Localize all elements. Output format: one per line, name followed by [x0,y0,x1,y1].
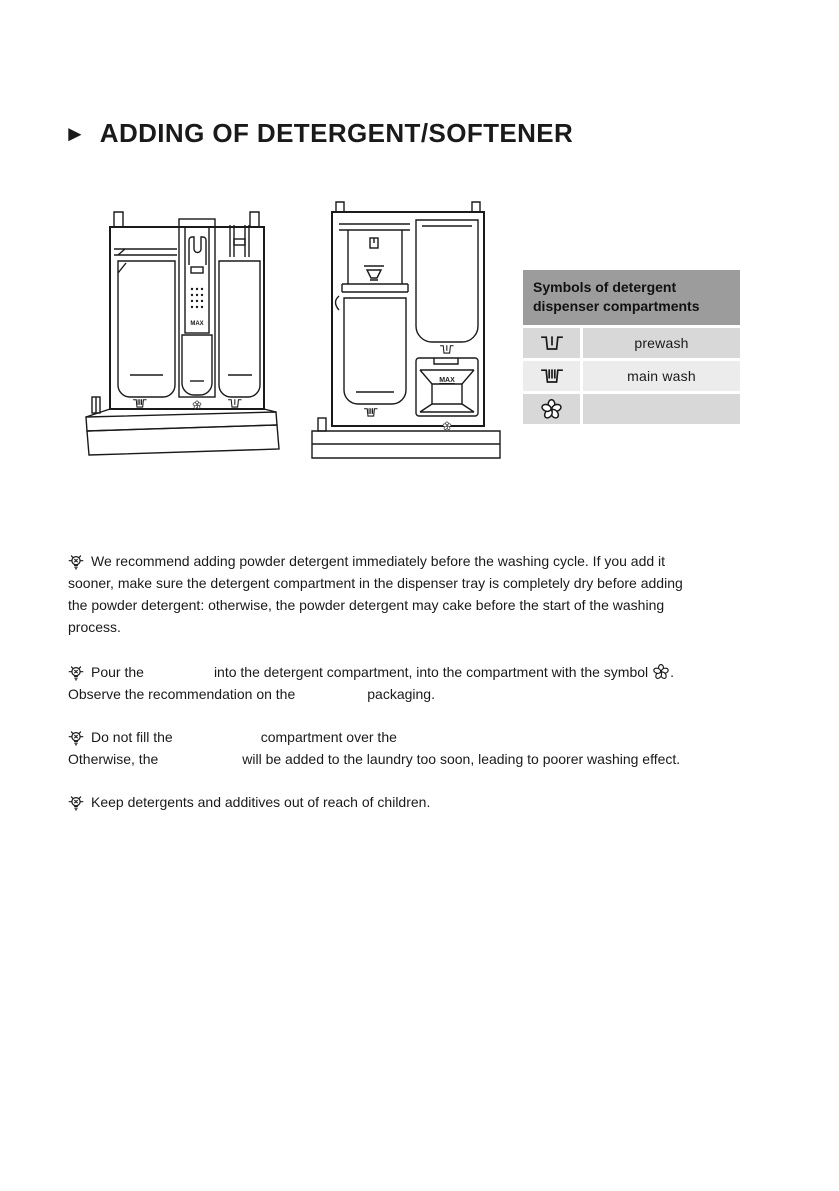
tip-text: will be added to the laundry too soon, leading to poorer washing effect. [242,751,681,767]
tip-lightbulb-icon [68,728,84,746]
prewash-tub-icon [523,328,580,358]
tip-text: the powder detergent: otherwise, the powder detergent may cake before the start of the washing [68,597,665,613]
tip-text: Keep detergents and additives out of reach of children. [91,794,431,810]
tip-text: Pour the [91,664,144,680]
redacted-blank [144,676,214,677]
softener-flower-icon [193,401,202,409]
softener-flower-icon [653,664,669,680]
tip-do-not-overfill [68,726,782,770]
tip-lightbulb-icon [68,552,84,570]
table-row [523,328,740,358]
prewash-tub-icon [229,400,241,407]
main-wash-tub-icon [365,409,377,416]
tip-text: compartment over the [260,729,397,745]
tip-text: Do not fill the [91,729,173,745]
siphon-dots [191,288,203,308]
max-fill-label: MAX [439,377,455,384]
tips-section [68,550,782,813]
tip-text: Observe the recommendation on the [68,686,296,702]
tip-text: . [670,664,675,680]
redacted-blank [158,763,242,764]
dispenser-drawer-front-illustration [78,203,293,458]
tip-text: Otherwise, the [68,751,159,767]
softener-flower-icon [443,422,452,430]
tip-lightbulb-icon [68,793,84,811]
symbol-label: main wash [583,361,740,391]
symbol-label [583,394,740,424]
tip-text: We recommend adding powder detergent immediately before the washing cycle. If you add it [91,553,666,569]
tip-text: process. [68,619,121,635]
dispenser-drawer-top-illustration [306,196,506,461]
tip-text: packaging. [367,686,435,702]
prewash-tub-icon [441,346,453,353]
detergent-symbols-table [523,270,740,424]
tip-powder-detergent-timing [68,550,782,638]
tip-text: into the detergent compartment, into the compartment with the symbol [213,664,649,680]
main-wash-tub-icon [134,400,146,407]
main-wash-tub-icon [523,361,580,391]
symbols-table-header: Symbols of detergent dispenser compartments [523,270,740,325]
section-title-row [64,118,573,149]
page-title: ADDING OF DETERGENT/SOFTENER [99,118,574,148]
table-row [523,394,740,424]
tip-pour-softener [68,661,782,705]
redacted-blank [295,698,367,699]
table-row [523,361,740,391]
redacted-blank [173,741,261,742]
section-arrow-icon: ► [64,120,86,146]
max-fill-label: MAX [190,321,204,327]
tip-keep-from-children [68,791,782,813]
tip-lightbulb-icon [68,663,84,681]
softener-flower-icon [523,394,580,424]
tip-text: sooner, make sure the detergent compartment in the dispenser tray is completely dry before adding [68,575,683,591]
symbol-label: prewash [583,328,740,358]
